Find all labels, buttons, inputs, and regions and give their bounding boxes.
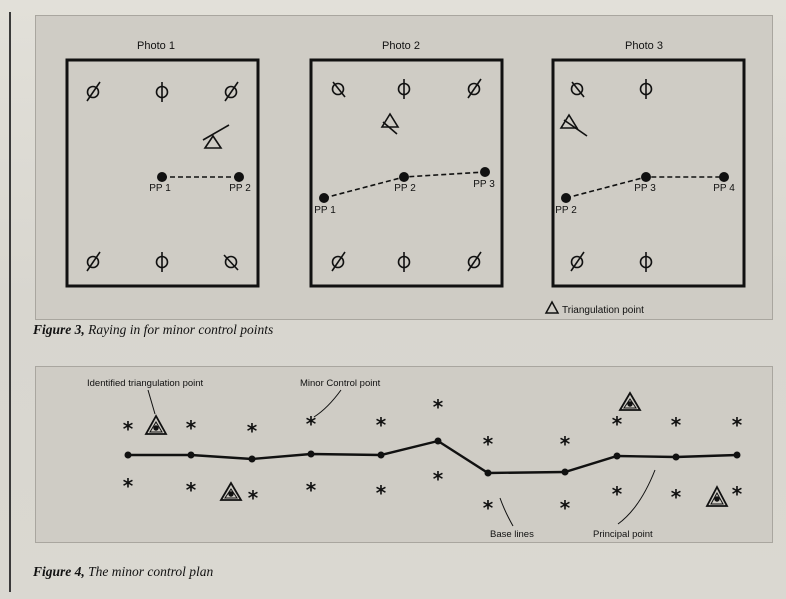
triangulation-point-icon [620, 393, 640, 410]
principal-point [614, 453, 621, 460]
pp-label: PP 4 [713, 183, 735, 194]
principal-point [125, 452, 132, 459]
pp-label: PP 3 [634, 183, 656, 194]
figure-4-number: Figure 4, [33, 564, 85, 579]
asterisk-icon: * [246, 419, 258, 443]
asterisk-icon: * [482, 496, 494, 520]
figure-4-caption [33, 564, 213, 580]
asterisk-icon: * [731, 413, 743, 437]
photo-1-title: Photo 1 [137, 40, 175, 52]
figure-4-title: The minor control plan [84, 564, 214, 579]
asterisk-icon: * [185, 416, 197, 440]
legend-label: Triangulation point [562, 305, 644, 316]
pp-label: PP 1 [149, 183, 171, 194]
pp-label: PP 2 [394, 183, 416, 194]
principal-point [562, 469, 569, 476]
triangulation-point-icon [707, 487, 727, 506]
principal-point [734, 452, 741, 459]
asterisk-icon: * [670, 485, 682, 509]
asterisk-icon: * [185, 478, 197, 502]
asterisk-icon: * [305, 478, 317, 502]
principal-point [673, 454, 680, 461]
callout-base-lines: Base lines [490, 529, 534, 540]
pp-label: PP 3 [473, 179, 495, 190]
asterisk-icon: * [670, 413, 682, 437]
asterisk-icon: * [731, 482, 743, 506]
asterisk-icon: * [559, 496, 571, 520]
principal-point [249, 456, 256, 463]
callout-principal-point: Principal point [593, 529, 653, 540]
asterisk-icon: * [611, 482, 623, 506]
asterisk-icon: * [611, 412, 623, 436]
callout-minor-control-point: Minor Control point [300, 378, 381, 389]
principal-point [435, 438, 442, 445]
pp-label: PP 2 [229, 183, 251, 194]
asterisk-icon: * [375, 413, 387, 437]
asterisk-icon: * [482, 432, 494, 456]
asterisk-icon: * [247, 486, 259, 510]
asterisk-icon: * [559, 432, 571, 456]
asterisk-icon: * [432, 395, 444, 419]
principal-point [485, 470, 492, 477]
figure-3-number: Figure 3, [33, 322, 85, 337]
asterisk-icon: * [122, 474, 134, 498]
triangulation-point-icon [221, 483, 241, 500]
principal-point [308, 451, 315, 458]
figure-3-title: Raying in for minor control points [84, 322, 274, 337]
asterisk-icon: * [305, 412, 317, 436]
principal-point [378, 452, 385, 459]
asterisk-icon: * [122, 417, 134, 441]
pp-label: PP 1 [314, 205, 336, 216]
pp-label: PP 2 [555, 205, 577, 216]
triangulation-point-icon [146, 416, 166, 434]
photo-2-title: Photo 2 [382, 40, 420, 52]
asterisk-icon: * [432, 467, 444, 491]
photo-3-title: Photo 3 [625, 40, 663, 52]
callout-identified-triangulation-point: Identified triangulation point [87, 378, 204, 389]
principal-point [188, 452, 195, 459]
asterisk-icon: * [375, 481, 387, 505]
